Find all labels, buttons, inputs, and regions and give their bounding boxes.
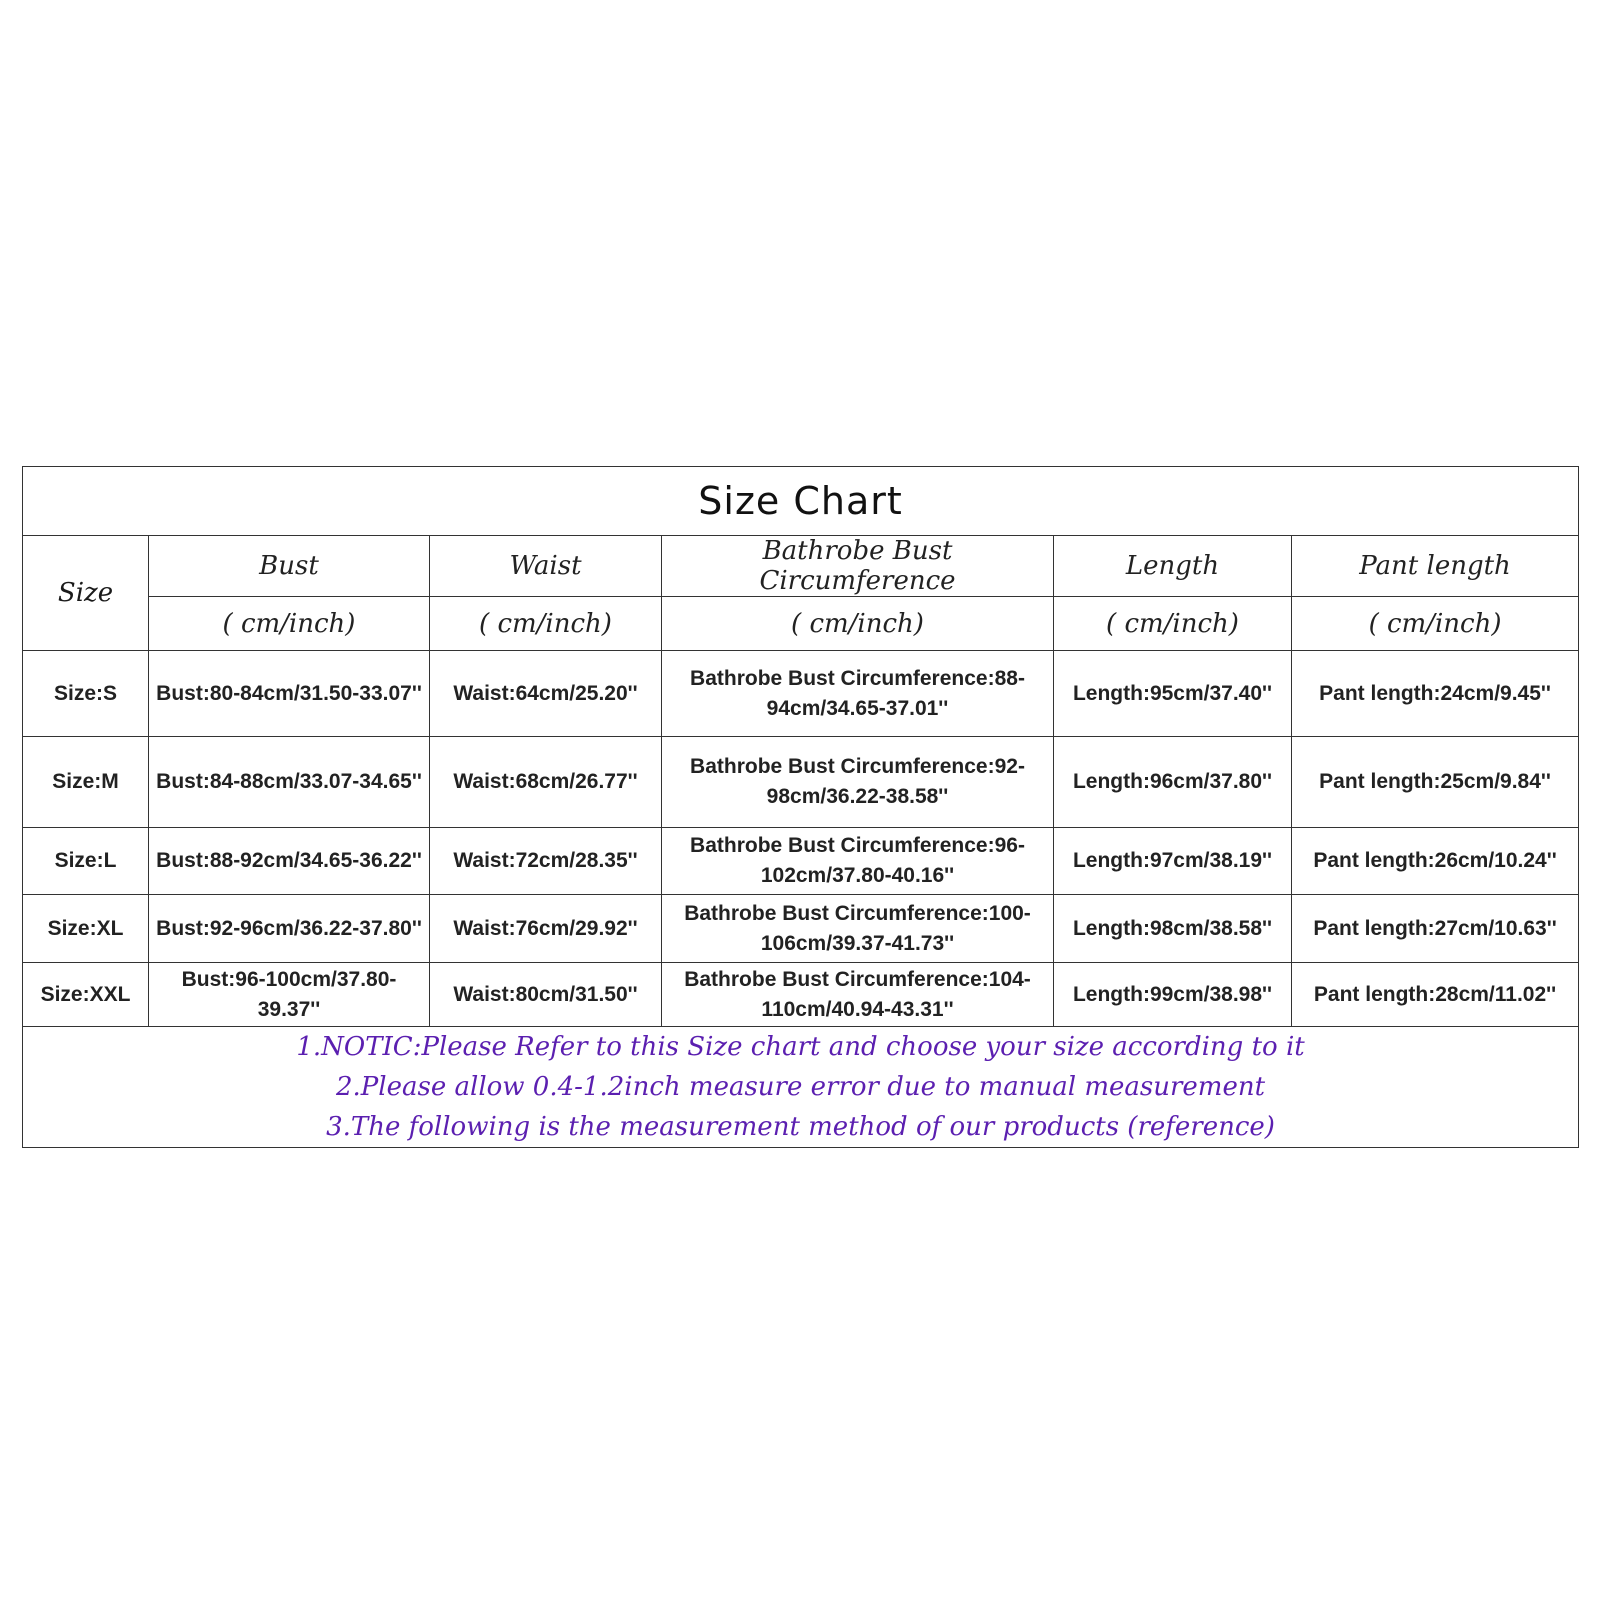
bust-value: Bust:92-96cm/36.22-37.80'' (149, 895, 430, 963)
bust-value: Bust:80-84cm/31.50-33.07'' (149, 651, 430, 737)
size-label: Size:XXL (23, 963, 149, 1027)
length-value: Length:98cm/38.58'' (1054, 895, 1292, 963)
bust-column-header: Bust (149, 536, 430, 597)
pant-length-value: Pant length:26cm/10.24'' (1292, 828, 1579, 895)
bust-value: Bust:96-100cm/37.80-39.37'' (149, 963, 430, 1027)
size-label: Size:M (23, 737, 149, 828)
length-value: Length:99cm/38.98'' (1054, 963, 1292, 1027)
size-label: Size:L (23, 828, 149, 895)
length-value: Length:95cm/37.40'' (1054, 651, 1292, 737)
pant-length-value: Pant length:28cm/11.02'' (1292, 963, 1579, 1027)
waist-value: Waist:72cm/28.35'' (430, 828, 662, 895)
chart-title: Size Chart (23, 467, 1579, 536)
size-column-header: Size (23, 536, 149, 651)
unit-label: ( cm/inch) (149, 597, 430, 651)
waist-value: Waist:64cm/25.20'' (430, 651, 662, 737)
notes-section (23, 1027, 1579, 1148)
pant-length-value: Pant length:25cm/9.84'' (1292, 737, 1579, 828)
bust-value: Bust:84-88cm/33.07-34.65'' (149, 737, 430, 828)
unit-label: ( cm/inch) (1054, 597, 1292, 651)
pant-length-value: Pant length:27cm/10.63'' (1292, 895, 1579, 963)
waist-value: Waist:68cm/26.77'' (430, 737, 662, 828)
table-row (23, 963, 1579, 1027)
size-label: Size:XL (23, 895, 149, 963)
size-label: Size:S (23, 651, 149, 737)
table-row (23, 895, 1579, 963)
unit-label: ( cm/inch) (1292, 597, 1579, 651)
unit-label: ( cm/inch) (430, 597, 662, 651)
waist-value: Waist:76cm/29.92'' (430, 895, 662, 963)
table-row (23, 651, 1579, 737)
size-chart-table (22, 466, 1579, 1148)
bathrobe-value: Bathrobe Bust Circumference:92-98cm/36.22-38.58'' (662, 737, 1054, 828)
unit-label: ( cm/inch) (662, 597, 1054, 651)
length-value: Length:96cm/37.80'' (1054, 737, 1292, 828)
note-line: 1.NOTIC:Please Refer to this Size chart and choose your size according to it (296, 1032, 1305, 1062)
bathrobe-value: Bathrobe Bust Circumference:88-94cm/34.65-37.01'' (662, 651, 1054, 737)
bathrobe-value: Bathrobe Bust Circumference:96-102cm/37.80-40.16'' (662, 828, 1054, 895)
length-value: Length:97cm/38.19'' (1054, 828, 1292, 895)
bust-value: Bust:88-92cm/34.65-36.22'' (149, 828, 430, 895)
bathrobe-value: Bathrobe Bust Circumference:104-110cm/40.94-43.31'' (662, 963, 1054, 1027)
bathrobe-value: Bathrobe Bust Circumference:100-106cm/39.37-41.73'' (662, 895, 1054, 963)
length-column-header: Length (1054, 536, 1292, 597)
pant-length-column-header: Pant length (1292, 536, 1579, 597)
pant-length-value: Pant length:24cm/9.45'' (1292, 651, 1579, 737)
note-line: 3.The following is the measurement method of our products (reference) (326, 1112, 1275, 1142)
table-row (23, 828, 1579, 895)
note-line: 2.Please allow 0.4-1.2inch measure error due to manual measurement (336, 1072, 1266, 1102)
waist-column-header: Waist (430, 536, 662, 597)
bathrobe-column-header: Bathrobe Bust Circumference (662, 536, 1054, 597)
waist-value: Waist:80cm/31.50'' (430, 963, 662, 1027)
table-row (23, 737, 1579, 828)
